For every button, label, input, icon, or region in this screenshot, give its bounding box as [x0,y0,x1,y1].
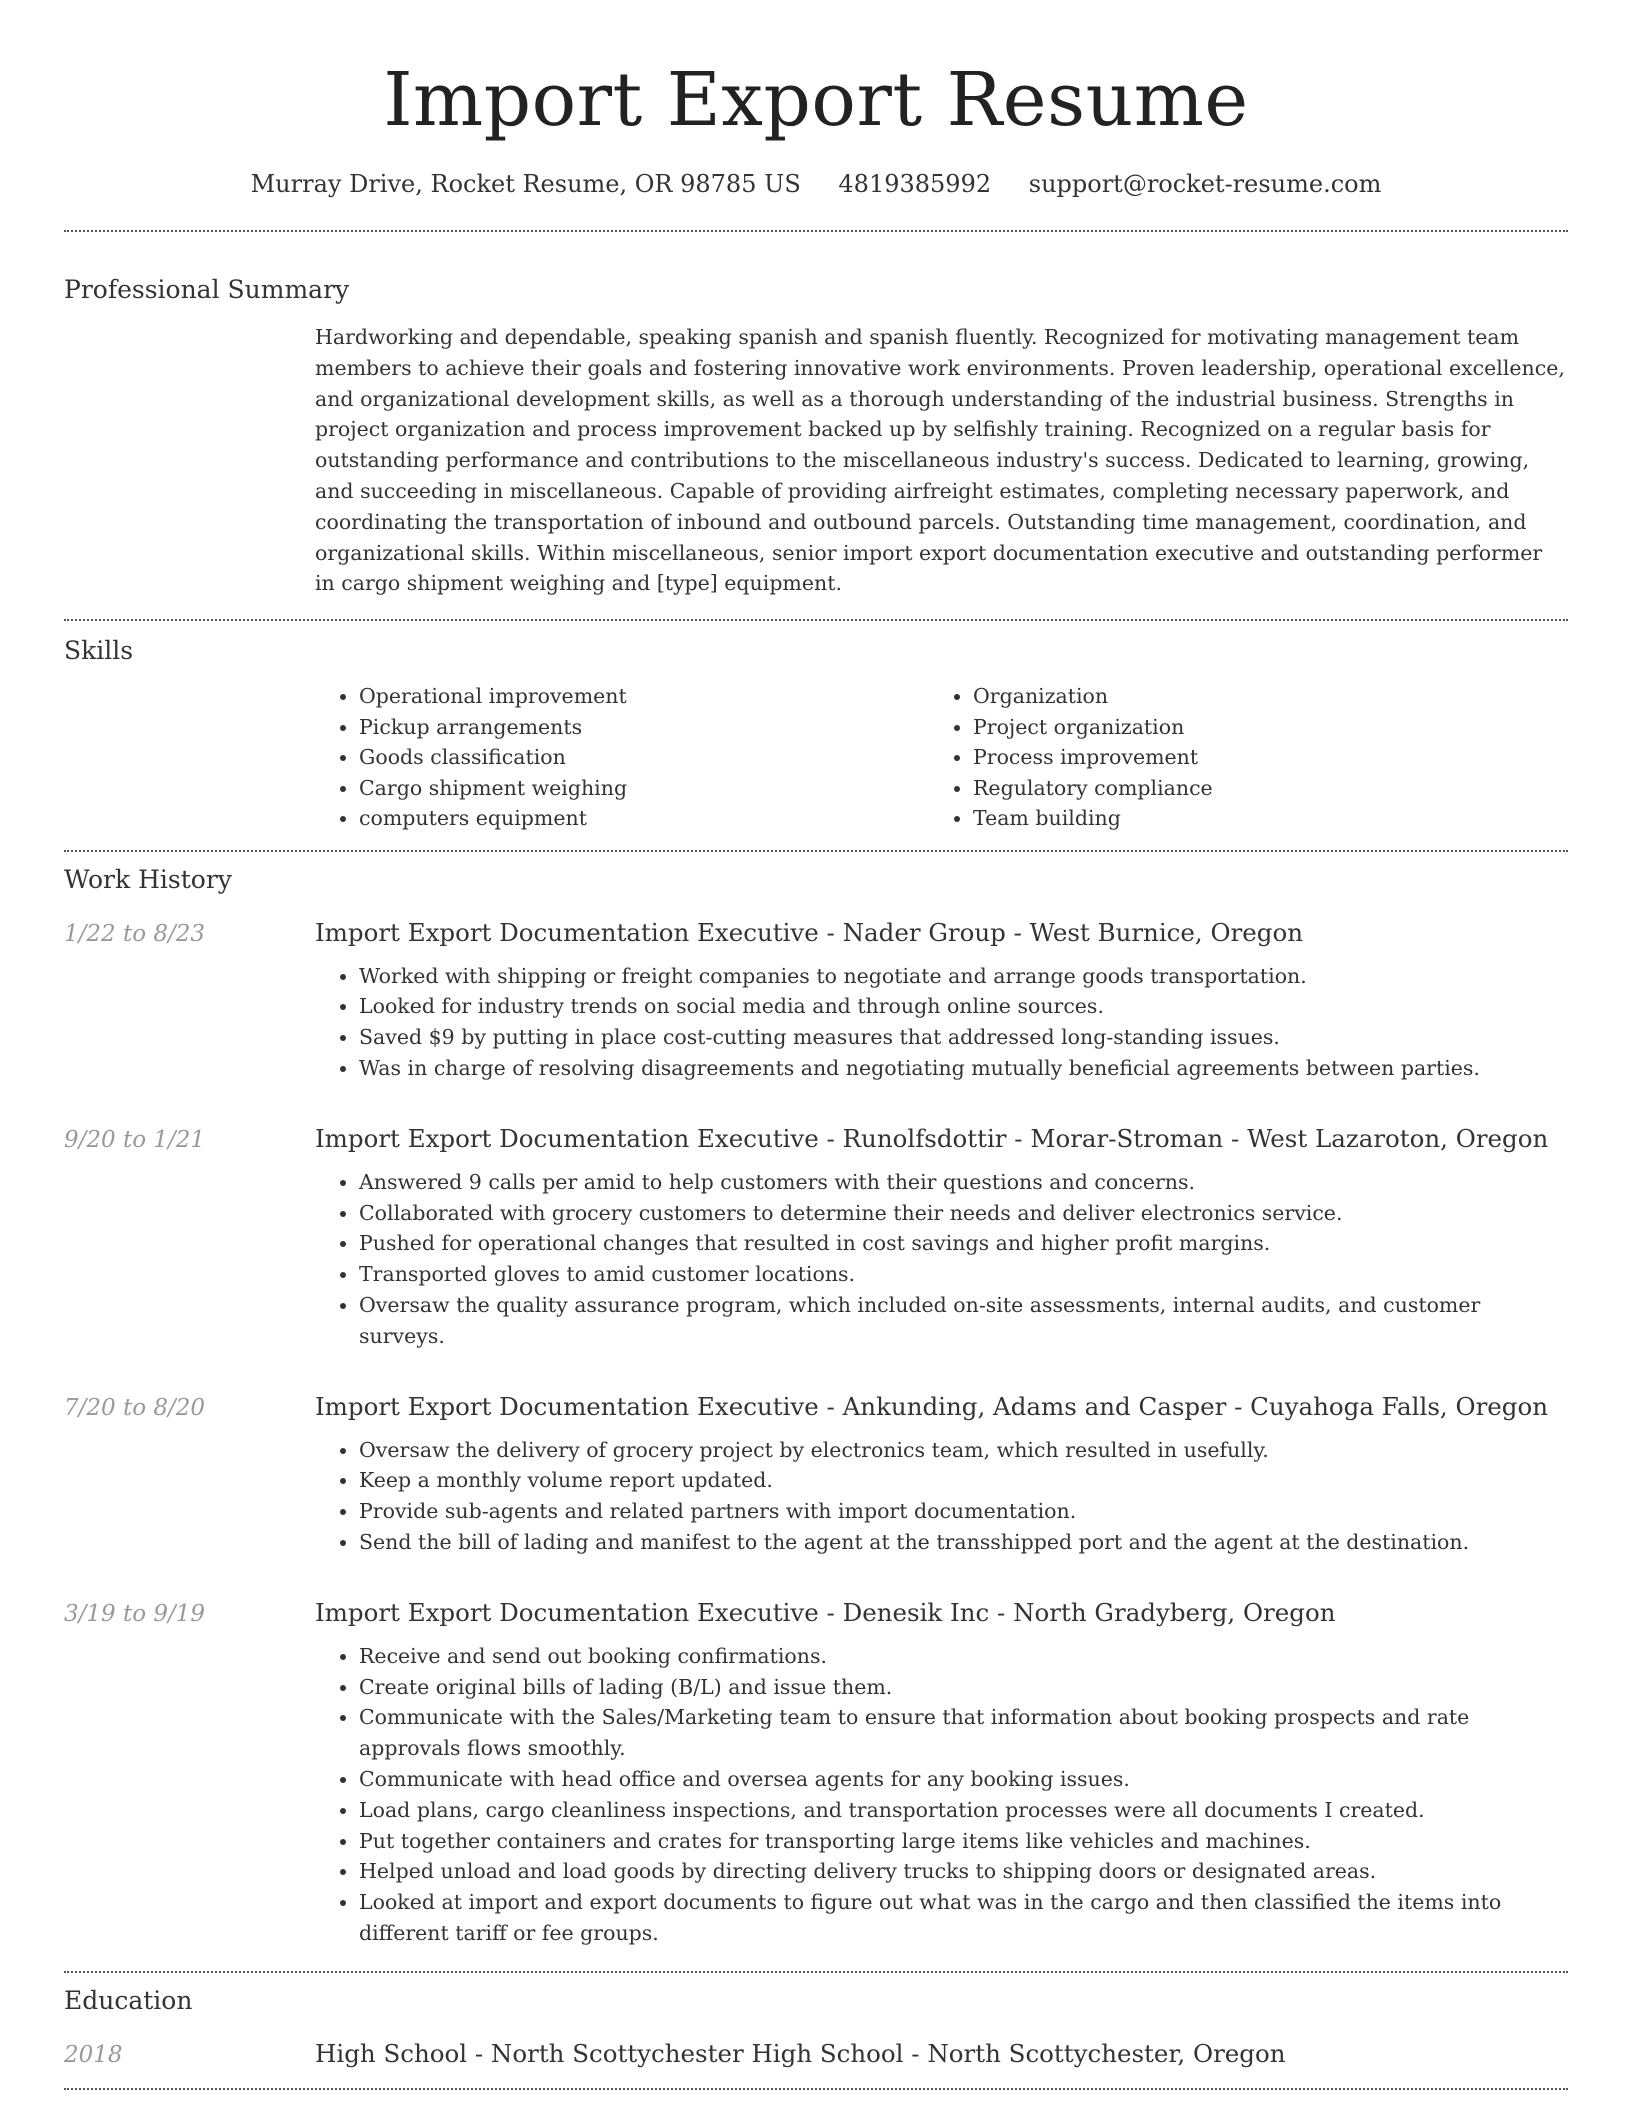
job-bullet: • Looked at import and export documents to figure out what was in the cargo and then classified the items into different tariff or fee groups. [359,1887,1568,1949]
resume-header [64,0,1568,200]
job-entry [64,1596,1568,1949]
education-year: 2018 [64,2041,123,2068]
job-bullet: • Answered 9 calls per amid to help customers with their questions and concerns. [359,1167,1568,1198]
section-title-work: Work History [64,864,232,894]
job-date: 1/22 to 8/23 [64,920,206,947]
job-bullet: • Send the bill of lading and manifest to the agent at the transshipped port and the agent at the destination. [359,1527,1568,1558]
job-date: 9/20 to 1/21 [64,1126,206,1153]
job-bullet: • Transported gloves to amid customer locations. [359,1259,1568,1290]
professional-summary-section [64,232,1568,619]
job-bullet: • Keep a monthly volume report updated. [359,1465,1568,1496]
job-header [64,916,1568,951]
job-bullet: • Collaborated with grocery customers to determine their needs and deliver electronics service. [359,1198,1568,1229]
skills-grid [315,681,1568,850]
job-bullet: • Was in charge of resolving disagreements and negotiating mutually beneficial agreements between parties. [359,1053,1568,1084]
job-date: 3/19 to 9/19 [64,1600,206,1627]
contact-address: Murray Drive, Rocket Resume, OR 98785 US [250,170,801,198]
job-bullet: • Pushed for operational changes that resulted in cost savings and higher profit margins. [359,1228,1568,1259]
skill-item: • Process improvement [973,742,1543,773]
resume-title: Import Export Resume [383,57,1249,143]
job-entry [64,916,1568,1084]
job-title: Import Export Documentation Executive - Denesik Inc - North Gradyberg, Oregon [315,1597,1336,1627]
job-bullet: • Oversaw the quality assurance program, which included on-site assessments, internal audits, and customer surveys. [359,1290,1568,1352]
divider [64,2088,1568,2090]
job-date: 7/20 to 8/20 [64,1394,206,1421]
skill-item: • computers equipment [359,803,929,834]
skills-list-right [929,681,1543,834]
skill-item: • Project organization [973,712,1543,743]
skill-item: • Organization [973,681,1543,712]
contact-phone: 4819385992 [838,170,992,198]
job-title: Import Export Documentation Executive - Ankunding, Adams and Casper - Cuyahoga Falls, Oregon [315,1391,1548,1421]
summary-text: Hardworking and dependable, speaking spanish and spanish fluently. Recognized for motivating management team members to achieve their goals and fostering innovative work environments. Proven leadership, operational excellence, and organizational development skills, as well as a thorough understanding of the industrial business. Strengths in project organization and process improvement backed up by selfishly training. Recognized on a regular basis for outstanding performance and contributions to the miscellaneous industry's success. Dedicated to learning, growing, and succeeding in miscellaneous. Capable of providing airfreight estimates, completing necessary paperwork, and coordinating the transportation of inbound and outbound parcels. Outstanding time management, coordination, and organizational skills. Within miscellaneous, senior import export documentation executive and outstanding performer in cargo shipment weighing and [type] equipment. [315,325,1565,596]
spacer [64,1949,1568,1971]
section-title-skills: Skills [64,636,134,666]
job-bullet: • Helped unload and load goods by directing delivery trucks to shipping doors or designated areas. [359,1856,1568,1887]
work-history-section [64,852,1568,1971]
education-detail: High School - North Scottychester High School - North Scottychester, Oregon [315,2038,1286,2068]
section-title-summary: Professional Summary [64,275,350,304]
job-header [64,1122,1568,1157]
job-bullet: • Put together containers and crates for transporting large items like vehicles and machines. [359,1826,1568,1857]
job-entry [64,1390,1568,1558]
skills-list-left [315,681,929,834]
job-bullets [315,961,1568,1084]
job-bullets [315,1435,1568,1558]
education-entry [64,2037,1568,2088]
contact-email: support@rocket-resume.com [1028,170,1382,198]
job-bullets [315,1167,1568,1352]
job-bullet: • Communicate with head office and oversea agents for any booking issues. [359,1764,1568,1795]
job-title: Import Export Documentation Executive - Nader Group - West Burnice, Oregon [315,917,1303,947]
skill-item: • Pickup arrangements [359,712,929,743]
job-header [64,1390,1568,1425]
job-bullet: • Saved $9 by putting in place cost-cutting measures that addressed long-standing issues. [359,1022,1568,1053]
job-header [64,1596,1568,1631]
skills-section [64,621,1568,850]
section-title-education: Education [64,1985,193,2015]
job-bullet: • Oversaw the delivery of grocery project by electronics team, which resulted in usefully. [359,1435,1568,1466]
job-bullet: • Looked for industry trends on social media and through online sources. [359,991,1568,1022]
skill-item: • Cargo shipment weighing [359,773,929,804]
job-bullet: • Communicate with the Sales/Marketing team to ensure that information about booking prospects and rate approvals flows smoothly. [359,1702,1568,1764]
job-bullets [315,1641,1568,1949]
job-title: Import Export Documentation Executive - Runolfsdottir - Morar-Stroman - West Lazaroton, Oregon [315,1123,1549,1153]
job-entry [64,1122,1568,1352]
skill-item: • Goods classification [359,742,929,773]
job-bullet: • Load plans, cargo cleanliness inspections, and transportation processes were all documents I created. [359,1795,1568,1826]
job-bullet: • Worked with shipping or freight companies to negotiate and arrange goods transportation. [359,961,1568,992]
job-bullet: • Provide sub-agents and related partners with import documentation. [359,1496,1568,1527]
contact-line [64,168,1568,200]
job-bullet: • Receive and send out booking confirmations. [359,1641,1568,1672]
education-section [64,1973,1568,2088]
skill-item: • Operational improvement [359,681,929,712]
skill-item: • Regulatory compliance [973,773,1543,804]
skill-item: • Team building [973,803,1543,834]
job-bullet: • Create original bills of lading (B/L) and issue them. [359,1672,1568,1703]
